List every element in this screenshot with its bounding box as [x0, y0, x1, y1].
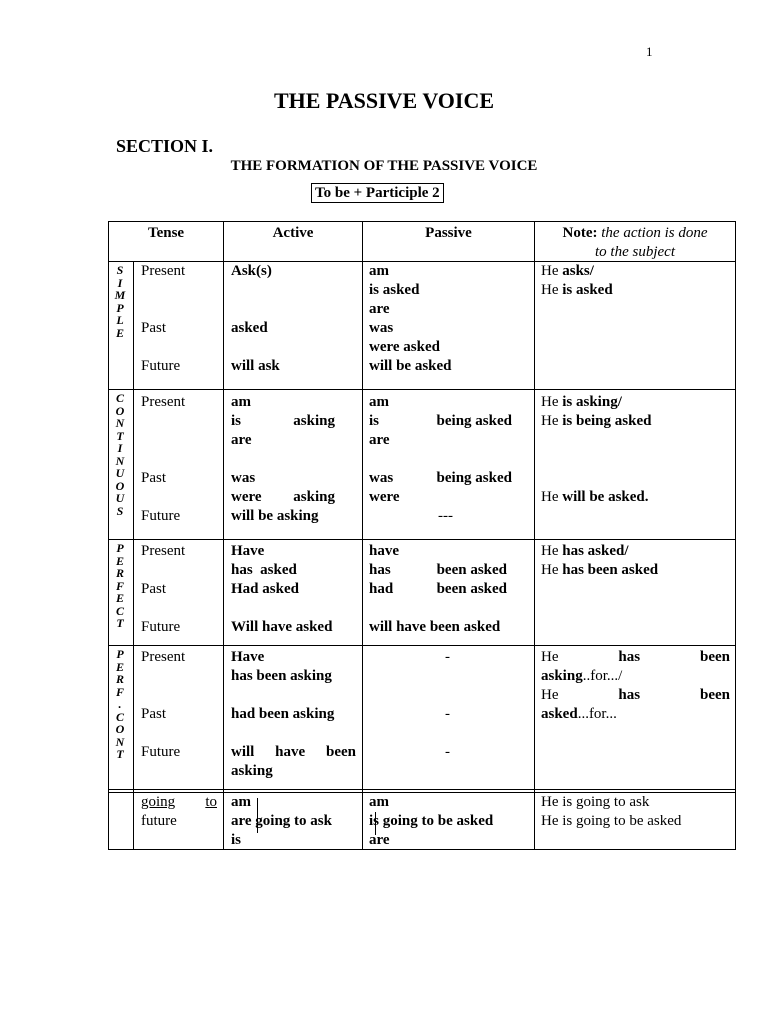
perfcont-passive-past: - [445, 706, 450, 722]
simple-future-tense: Future [141, 358, 181, 374]
perfect-future-tense: Future [141, 619, 181, 635]
perfcont-passive-future: - [445, 744, 450, 760]
perfect-note: He has asked/ He has been asked [541, 543, 659, 578]
header-note [535, 224, 735, 262]
simple-active-present: Ask(s) [231, 263, 272, 279]
note-line-1: the action is done [601, 225, 708, 241]
continuous-passive-list: am is being asked are was being asked were --- [369, 394, 512, 524]
header-passive: Passive [425, 225, 472, 241]
perfcont-past-tense: Past [141, 706, 167, 722]
simple-present-tense: Present [141, 263, 186, 279]
goingto-active-list: am are going to ask is [231, 794, 332, 848]
goingto-note: He is going to ask He is going to be asked [541, 794, 682, 829]
note-line-2: to the subject [595, 244, 675, 260]
formula-box: To be + Participle 2 [311, 183, 444, 203]
goingto-tense: going to future [141, 794, 217, 829]
continuous-future-tense: Future [141, 508, 181, 524]
group-label-continuous: C O N T I N U O U S [115, 391, 125, 518]
simple-note: He asks/ He is asked [541, 263, 613, 298]
perfect-passive-list: have has been asked had been asked will have been asked [369, 543, 507, 635]
perfcont-active-list: Have has been asking had been asking will have been asking [231, 649, 356, 779]
continuous-present-tense: Present [141, 394, 186, 410]
simple-active-future: will ask [231, 358, 280, 374]
continuous-past-tense: Past [141, 470, 167, 486]
perfcont-future-tense: Future [141, 744, 181, 760]
group-label-simple: S I M P L E [114, 263, 126, 340]
perfcont-passive-present: - [445, 649, 450, 665]
perfcont-present-tense: Present [141, 649, 186, 665]
goingto-passive-list: am is going to be asked are [369, 794, 494, 848]
continuous-active-list: am is asking are was were asking will be asking [231, 394, 335, 524]
header-tense: Tense [147, 225, 185, 241]
section-heading: SECTION I. [116, 136, 214, 156]
section-subtitle: THE FORMATION OF THE PASSIVE VOICE [230, 158, 538, 174]
perfcont-note: He has been asking..for.../ He has been asked...for... [541, 649, 730, 722]
perfect-past-tense: Past [141, 581, 167, 597]
page-number: 1 [646, 44, 653, 59]
group-label-perf-cont: P E R F . C O N T [115, 647, 125, 761]
perfect-present-tense: Present [141, 543, 186, 559]
page-title: THE PASSIVE VOICE [273, 88, 495, 113]
simple-passive-list: am is asked are was were asked will be asked [369, 263, 452, 374]
continuous-note: He is asking/ He is being asked He will be asked. [541, 394, 652, 505]
perfect-active-list: Have has asked Had asked Will have asked [231, 543, 333, 635]
simple-past-tense: Past [141, 320, 167, 336]
header-active: Active [272, 225, 314, 241]
note-label: Note: [562, 225, 598, 241]
group-label-perfect: P E R F E C T [115, 541, 124, 630]
simple-active-past: asked [231, 320, 268, 336]
